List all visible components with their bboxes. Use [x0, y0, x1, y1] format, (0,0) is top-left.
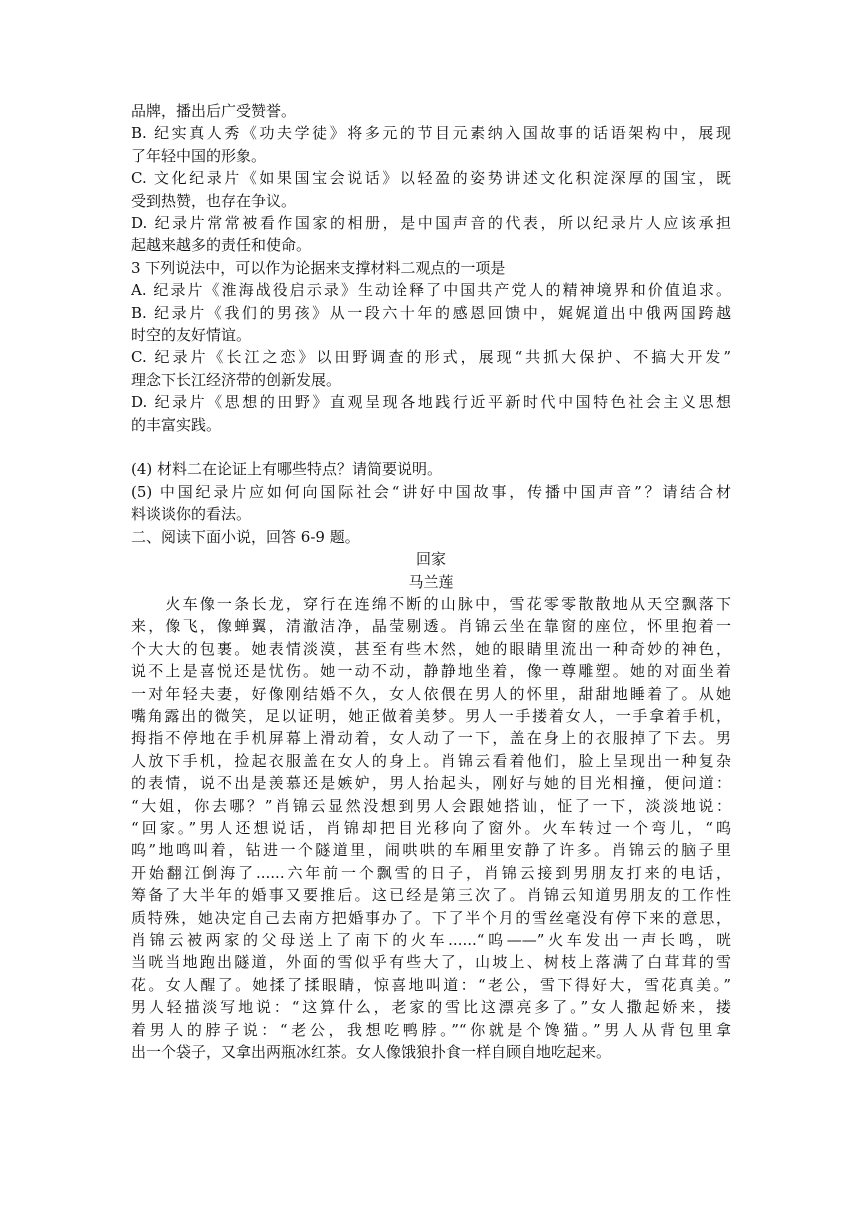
section-heading: 二、阅读下面小说，回答 6-9 题。: [131, 527, 360, 546]
story-paragraph-line: “大姐，你去哪？”肖锦云显然没想到男人会跟她搭讪，怔了一下，淡淡地说：: [131, 796, 731, 815]
q3-option-b-line2: 时空的友好情谊。: [131, 326, 252, 345]
story-paragraph-line: 说不上是喜悦还是忧伤。她一动不动，静静地坐着，像一尊雕塑。她的对面坐着: [131, 662, 731, 681]
story-paragraph-line: 拇指不停地在手机屏幕上滑动着，女人动了一下，盖在身上的衣服掉了下去。男: [131, 729, 731, 748]
q2-option-d-line2: 起越来越多的责任和使命。: [131, 236, 312, 255]
q2-option-b-line1: B. 纪实真人秀《功夫学徒》将多元的节目元素纳入国故事的话语架构中，展现: [131, 124, 731, 143]
q2-option-a-tail: 品牌，播出后广受赞誉。: [131, 102, 297, 120]
story-paragraph-line: 开始翻江倒海了......六年前一个飘雪的日子，肖锦云接到男朋友打来的电话，: [131, 863, 731, 882]
story-paragraph-line: 花。女人醒了。她揉了揉眼睛，惊喜地叫道：“老公，雪下得好大，雪花真美。”: [131, 975, 731, 994]
story-body: [131, 593, 731, 1064]
story-paragraph-line: 的表情，说不出是羡慕还是嫉妒，男人抬起头，刚好与她的目光相撞，便问道：: [131, 774, 731, 793]
story-title: 回家: [415, 550, 446, 569]
q3-option-a: A. 纪录片《淮海战役启示录》生动诠释了中国共产党人的精神境界和价值追求。: [131, 281, 731, 300]
q3-option-d-line1: D. 纪录片《思想的田野》直观呈现各地践行近平新时代中国特色社会主义思想: [131, 393, 731, 412]
story-paragraph-line: 男人轻描淡写地说：“这算什么，老家的雪比这漂亮多了。”女人撒起娇来，搂: [131, 998, 731, 1017]
q3-stem: 3 下列说法中，可以作为论据来支撑材料二观点的一项是: [131, 258, 506, 277]
story-author: 马兰莲: [408, 572, 454, 591]
story-paragraph-line: 嘴角露出的微笑，足以证明，她正做着美梦。男人一手搂着女人，一手拿着手机，: [131, 706, 731, 725]
spacer: [131, 436, 731, 458]
story-paragraph-line: 着男人的脖子说：“老公，我想吃鸭脖。”“你就是个馋猫。”男人从背包里拿: [131, 1020, 731, 1039]
story-paragraph-line: 质特殊，她决定自己去南方把婚事办了。下了半个月的雪丝毫没有停下来的意思，: [131, 908, 731, 927]
story-paragraph-line: 呜”地鸣叫着，钻进一个隧道里，闹哄哄的车厢里安静了许多。肖锦云的脑子里: [131, 841, 731, 860]
story-paragraph-line: 肖锦云被两家的父母送上了南下的火车......“呜——”火车发出一声长鸣，咣: [131, 931, 731, 950]
q2-option-c-line2: 受到热赞，也存在争议。: [131, 191, 297, 210]
q5-question-line2: 料谈谈你的看法。: [131, 505, 252, 524]
story-paragraph-line: 人放下手机，捡起衣服盖在女人的身上。肖锦云看着他们，脸上呈现出一种复杂: [131, 751, 731, 770]
story-paragraph-line: 筹备了大半年的婚事又要推后。这已经是第三次了。肖锦云知道男朋友的工作性: [131, 886, 731, 905]
story-paragraph-line: “回家。”男人还想说话，肖锦却把目光移向了窗外。火车转过一个弯儿，“呜: [131, 818, 731, 837]
story-paragraph-line: 个大大的包裹。她表情淡漠，甚至有些木然，她的眼睛里流出一种奇妙的神色，: [131, 639, 731, 658]
story-paragraph-line: 当咣当地跑出隧道，外面的雪似乎有些大了，山坡上、树枝上落满了白茸茸的雪: [131, 953, 731, 972]
q4-question: (4) 材料二在论证上有哪些特点？请简要说明。: [131, 460, 443, 479]
q3-option-c-line2: 理念下长江经济带的创新发展。: [131, 370, 342, 389]
document-page: [131, 100, 731, 1063]
q3-option-b-line1: B. 纪录片《我们的男孩》从一段六十年的感恩回馈中，娓娓道出中俄两国跨越: [131, 303, 731, 322]
q2-option-c-line1: C. 文化纪录片《如果国宝会说话》以轻盈的姿势讲述文化积淀深厚的国宝，既: [131, 169, 731, 188]
q2-option-b-line2: 了年轻中国的形象。: [131, 146, 267, 165]
story-paragraph-line: 一对年轻夫妻，好像刚结婚不久，女人依偎在男人的怀里，甜甜地睡着了。从她: [131, 684, 731, 703]
q3-option-c-line1: C. 纪录片《长江之恋》以田野调查的形式，展现“共抓大保护、不搞大开发”: [131, 348, 731, 367]
story-paragraph-line: 火车像一条长龙，穿行在连绵不断的山脉中，雪花零零散散地从天空飘落下: [131, 594, 731, 613]
q5-question-line1: (5) 中国纪录片应如何向国际社会“讲好中国故事，传播中国声音”？请结合材: [131, 482, 731, 501]
q2-option-d-line1: D. 纪录片常常被看作国家的相册，是中国声音的代表，所以纪录片人应该承担: [131, 214, 731, 233]
q3-option-d-line2: 的丰富实践。: [131, 415, 222, 434]
story-paragraph-line: 来，像飞，像蝉翼，清澈洁净，晶莹剔透。肖锦云坐在靠窗的座位，怀里抱着一: [131, 617, 731, 636]
story-paragraph-line: 出一个袋子，又拿出两瓶冰红茶。女人像饿狼扑食一样自顾自地吃起来。: [131, 1043, 612, 1062]
